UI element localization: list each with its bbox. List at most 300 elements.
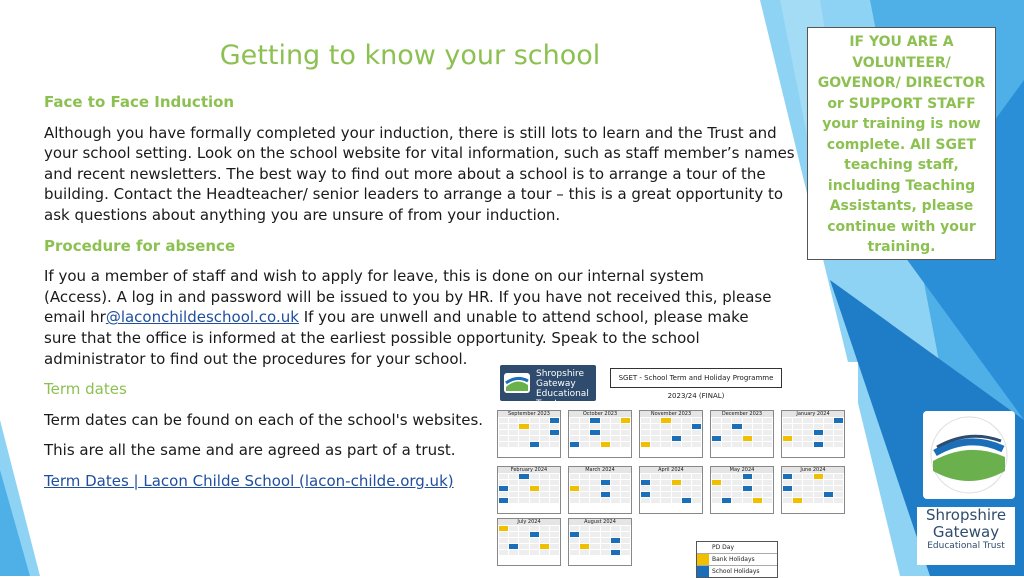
calendar-day-cell bbox=[783, 442, 792, 447]
calendar-day-cell bbox=[641, 480, 650, 485]
calendar-day-cell bbox=[590, 486, 599, 491]
calendar-day-cell bbox=[601, 486, 610, 491]
calendar-day-cell bbox=[783, 480, 792, 485]
calendar-day-cell bbox=[590, 538, 599, 543]
calendar-day-cell bbox=[722, 430, 731, 435]
calendar-day-cell bbox=[530, 418, 539, 423]
calendar-day-cell bbox=[570, 532, 579, 537]
calendar-day-cell bbox=[509, 418, 518, 423]
calendar-day-cell bbox=[590, 532, 599, 537]
calendar-days-grid bbox=[782, 473, 844, 504]
calendar-day-cell bbox=[611, 532, 620, 537]
calendar-day-cell bbox=[519, 544, 528, 549]
calendar-day-cell bbox=[834, 480, 843, 485]
calendar-day-cell bbox=[763, 436, 772, 441]
calendar-month bbox=[568, 518, 632, 566]
calendar-day-cell bbox=[722, 436, 731, 441]
calendar-day-cell bbox=[783, 492, 792, 497]
calendar-day-cell bbox=[519, 418, 528, 423]
calendar-day-cell bbox=[611, 498, 620, 503]
calendar-day-cell bbox=[540, 480, 549, 485]
calendar-days-grid bbox=[782, 417, 844, 448]
calendar-day-cell bbox=[651, 492, 660, 497]
calendar-month-name: June 2024 bbox=[782, 467, 844, 473]
calendar-day-cell bbox=[692, 442, 701, 447]
calendar-day-cell bbox=[793, 492, 802, 497]
calendar-day-cell bbox=[621, 442, 630, 447]
calendar-day-cell bbox=[682, 498, 691, 503]
calendar-day-cell bbox=[834, 492, 843, 497]
calendar-day-cell bbox=[590, 544, 599, 549]
calendar-day-cell bbox=[499, 544, 508, 549]
calendar-day-cell bbox=[540, 492, 549, 497]
calendar-day-cell bbox=[732, 498, 741, 503]
calendar-day-cell bbox=[550, 538, 559, 543]
calendar-day-cell bbox=[722, 442, 731, 447]
calendar-day-cell bbox=[509, 436, 518, 441]
calendar-day-cell bbox=[661, 486, 670, 491]
term-dates-text: Term dates can be found on each of the school's websites. bbox=[44, 410, 484, 429]
calendar-day-cell bbox=[519, 424, 528, 429]
calendar-day-cell bbox=[743, 418, 752, 423]
calendar-day-cell bbox=[509, 498, 518, 503]
calendar-day-cell bbox=[540, 442, 549, 447]
calendar-month bbox=[781, 466, 845, 514]
calendar-day-cell bbox=[590, 474, 599, 479]
calendar-day-cell bbox=[803, 436, 812, 441]
calendar-day-cell bbox=[621, 424, 630, 429]
calendar-day-cell bbox=[540, 424, 549, 429]
calendar-day-cell bbox=[732, 424, 741, 429]
calendar-day-cell bbox=[763, 486, 772, 491]
calendar-day-cell bbox=[672, 430, 681, 435]
calendar-day-cell bbox=[763, 492, 772, 497]
calendar-month bbox=[710, 410, 774, 458]
calendar-day-cell bbox=[743, 442, 752, 447]
calendar-day-cell bbox=[834, 418, 843, 423]
calendar-day-cell bbox=[580, 486, 589, 491]
calendar-day-cell bbox=[601, 550, 610, 555]
calendar-day-cell bbox=[672, 442, 681, 447]
calendar-days-grid bbox=[711, 473, 773, 504]
calendar-days-grid bbox=[711, 417, 773, 448]
calendar-day-cell bbox=[712, 424, 721, 429]
calendar-day-cell bbox=[519, 442, 528, 447]
calendar-day-cell bbox=[601, 526, 610, 531]
calendar-day-cell bbox=[682, 492, 691, 497]
calendar-day-cell bbox=[601, 442, 610, 447]
calendar-day-cell bbox=[519, 538, 528, 543]
staff-notice-box: IF YOU ARE A VOLUNTEER/ GOVENOR/ DIRECTOR or SUPPORT STAFF your training is now complete. All SGET teaching staff, including Teaching Assistants, please continue with your training. bbox=[807, 27, 996, 260]
calendar-month-name: May 2024 bbox=[711, 467, 773, 473]
term-trust-text: This are all the same and are agreed as part of a trust. bbox=[44, 441, 456, 460]
calendar-day-cell bbox=[793, 430, 802, 435]
legend-bank-holidays-label: Bank Holidays bbox=[712, 556, 755, 563]
calendar-day-cell bbox=[530, 480, 539, 485]
page-title: Getting to know your school bbox=[219, 40, 601, 71]
calendar-day-cell bbox=[651, 436, 660, 441]
calendar-day-cell bbox=[601, 436, 610, 441]
calendar-day-cell bbox=[753, 474, 762, 479]
calendar-day-cell bbox=[712, 442, 721, 447]
calendar-day-cell bbox=[499, 442, 508, 447]
calendar-day-cell bbox=[682, 436, 691, 441]
calendar-day-cell bbox=[743, 498, 752, 503]
calendar-day-cell bbox=[803, 486, 812, 491]
calendar-day-cell bbox=[499, 418, 508, 423]
calendar-day-cell bbox=[682, 424, 691, 429]
calendar-day-cell bbox=[550, 492, 559, 497]
calendar-day-cell bbox=[550, 550, 559, 555]
calendar-day-cell bbox=[530, 544, 539, 549]
calendar-day-cell bbox=[550, 442, 559, 447]
calendar-day-cell bbox=[519, 498, 528, 503]
calendar-day-cell bbox=[722, 474, 731, 479]
calendar-day-cell bbox=[803, 424, 812, 429]
calendar-day-cell bbox=[722, 492, 731, 497]
calendar-month-name: April 2024 bbox=[640, 467, 702, 473]
calendar-day-cell bbox=[570, 442, 579, 447]
calendar-day-cell bbox=[601, 544, 610, 549]
calendar-day-cell bbox=[530, 436, 539, 441]
calendar-day-cell bbox=[783, 436, 792, 441]
calendar-day-cell bbox=[519, 526, 528, 531]
calendar-month bbox=[639, 466, 703, 514]
calendar-day-cell bbox=[530, 424, 539, 429]
calendar-month bbox=[497, 518, 561, 566]
calendar-day-cell bbox=[570, 498, 579, 503]
calendar-day-cell bbox=[590, 526, 599, 531]
calendar-day-cell bbox=[601, 424, 610, 429]
calendar-day-cell bbox=[641, 498, 650, 503]
calendar-day-cell bbox=[570, 418, 579, 423]
calendar-day-cell bbox=[824, 418, 833, 423]
calendar-title: SGET - School Term and Holiday Programme 2023/24 (FINAL) bbox=[610, 368, 782, 388]
calendar-day-cell bbox=[621, 550, 630, 555]
calendar-day-cell bbox=[540, 544, 549, 549]
calendar-day-cell bbox=[601, 498, 610, 503]
calendar-month bbox=[497, 466, 561, 514]
calendar-day-cell bbox=[601, 492, 610, 497]
calendar-day-cell bbox=[753, 498, 762, 503]
calendar-day-cell bbox=[824, 474, 833, 479]
legend-pd-day bbox=[697, 542, 777, 554]
term-dates-link[interactable]: Term Dates | Lacon Childe School (lacon-childe.org.uk) bbox=[44, 471, 454, 490]
calendar-day-cell bbox=[672, 498, 681, 503]
calendar-day-cell bbox=[682, 418, 691, 423]
calendar-day-cell bbox=[722, 418, 731, 423]
calendar-day-cell bbox=[570, 480, 579, 485]
calendar-day-cell bbox=[530, 486, 539, 491]
calendar-day-cell bbox=[540, 526, 549, 531]
calendar-day-cell bbox=[783, 486, 792, 491]
calendar-day-cell bbox=[550, 498, 559, 503]
calendar-day-cell bbox=[682, 480, 691, 485]
calendar-day-cell bbox=[641, 418, 650, 423]
calendar-day-cell bbox=[570, 486, 579, 491]
calendar-day-cell bbox=[570, 550, 579, 555]
calendar-day-cell bbox=[651, 474, 660, 479]
calendar-days-grid bbox=[498, 525, 560, 556]
calendar-day-cell bbox=[834, 424, 843, 429]
legend-pd-day-label: PD Day bbox=[712, 544, 734, 551]
calendar-day-cell bbox=[580, 492, 589, 497]
calendar-month-name: August 2024 bbox=[569, 519, 631, 525]
calendar-day-cell bbox=[651, 498, 660, 503]
calendar-day-cell bbox=[661, 442, 670, 447]
calendar-day-cell bbox=[661, 474, 670, 479]
calendar-day-cell bbox=[824, 498, 833, 503]
calendar-day-cell bbox=[672, 418, 681, 423]
calendar-day-cell bbox=[682, 474, 691, 479]
calendar-day-cell bbox=[590, 436, 599, 441]
calendar-day-cell bbox=[793, 486, 802, 491]
calendar-day-cell bbox=[763, 498, 772, 503]
calendar-day-cell bbox=[793, 436, 802, 441]
calendar-day-cell bbox=[814, 442, 823, 447]
calendar-month bbox=[568, 410, 632, 458]
calendar-day-cell bbox=[530, 492, 539, 497]
calendar-day-cell bbox=[621, 418, 630, 423]
calendar-day-cell bbox=[651, 418, 660, 423]
calendar-day-cell bbox=[540, 418, 549, 423]
calendar-day-cell bbox=[793, 418, 802, 423]
calendar-day-cell bbox=[712, 474, 721, 479]
calendar-day-cell bbox=[499, 498, 508, 503]
calendar-day-cell bbox=[601, 474, 610, 479]
calendar-day-cell bbox=[712, 436, 721, 441]
calendar-day-cell bbox=[783, 430, 792, 435]
calendar-day-cell bbox=[601, 430, 610, 435]
calendar-day-cell bbox=[692, 436, 701, 441]
calendar-day-cell bbox=[530, 442, 539, 447]
calendar-day-cell bbox=[803, 492, 812, 497]
calendar-day-cell bbox=[621, 474, 630, 479]
calendar-day-cell bbox=[834, 430, 843, 435]
calendar-day-cell bbox=[692, 480, 701, 485]
calendar-day-cell bbox=[590, 498, 599, 503]
calendar-day-cell bbox=[509, 538, 518, 543]
calendar-day-cell bbox=[732, 486, 741, 491]
calendar-day-cell bbox=[550, 474, 559, 479]
calendar-day-cell bbox=[803, 418, 812, 423]
calendar-day-cell bbox=[509, 480, 518, 485]
calendar-day-cell bbox=[621, 492, 630, 497]
calendar-day-cell bbox=[590, 442, 599, 447]
trust-logo-line1: Shropshire bbox=[925, 506, 1007, 524]
calendar-day-cell bbox=[641, 442, 650, 447]
calendar-day-cell bbox=[753, 480, 762, 485]
trust-logo-line3: Educational Trust bbox=[927, 541, 1005, 551]
calendar-day-cell bbox=[692, 430, 701, 435]
calendar-day-cell bbox=[793, 474, 802, 479]
calendar-day-cell bbox=[672, 492, 681, 497]
calendar-day-cell bbox=[692, 474, 701, 479]
calendar-day-cell bbox=[611, 442, 620, 447]
calendar-day-cell bbox=[732, 418, 741, 423]
calendar-day-cell bbox=[763, 442, 772, 447]
calendar-day-cell bbox=[753, 418, 762, 423]
calendar-day-cell bbox=[590, 480, 599, 485]
calendar-legend bbox=[696, 541, 778, 578]
absence-text bbox=[44, 266, 774, 369]
calendar-month bbox=[497, 410, 561, 458]
calendar-day-cell bbox=[550, 430, 559, 435]
calendar-day-cell bbox=[570, 526, 579, 531]
calendar-day-cell bbox=[743, 480, 752, 485]
calendar-day-cell bbox=[570, 424, 579, 429]
calendar-day-cell bbox=[621, 498, 630, 503]
calendar-day-cell bbox=[509, 442, 518, 447]
calendar-day-cell bbox=[580, 436, 589, 441]
calendar-day-cell bbox=[580, 442, 589, 447]
calendar-day-cell bbox=[712, 480, 721, 485]
calendar-day-cell bbox=[611, 486, 620, 491]
calendar-day-cell bbox=[580, 498, 589, 503]
calendar-day-cell bbox=[783, 498, 792, 503]
calendar-day-cell bbox=[824, 442, 833, 447]
calendar-day-cell bbox=[641, 424, 650, 429]
calendar-day-cell bbox=[803, 442, 812, 447]
calendar-day-cell bbox=[712, 430, 721, 435]
calendar-day-cell bbox=[621, 532, 630, 537]
calendar-day-cell bbox=[530, 550, 539, 555]
calendar-day-cell bbox=[661, 436, 670, 441]
calendar-day-cell bbox=[530, 474, 539, 479]
calendar-day-cell bbox=[753, 442, 762, 447]
calendar-day-cell bbox=[753, 430, 762, 435]
calendar-day-cell bbox=[611, 418, 620, 423]
calendar-day-cell bbox=[814, 436, 823, 441]
calendar-day-cell bbox=[540, 550, 549, 555]
calendar-month bbox=[639, 410, 703, 458]
calendar-day-cell bbox=[611, 480, 620, 485]
calendar-day-cell bbox=[722, 424, 731, 429]
calendar-day-cell bbox=[753, 486, 762, 491]
calendar-day-cell bbox=[793, 480, 802, 485]
calendar-day-cell bbox=[540, 498, 549, 503]
calendar-day-cell bbox=[692, 492, 701, 497]
email-link[interactable]: @laconchildeschool.co.uk bbox=[105, 308, 299, 327]
calendar-day-cell bbox=[611, 424, 620, 429]
calendar-day-cell bbox=[722, 480, 731, 485]
trust-logo-line2: Gateway bbox=[932, 523, 1000, 541]
absence-heading: Procedure for absence bbox=[44, 236, 236, 255]
calendar-day-cell bbox=[712, 492, 721, 497]
calendar-day-cell bbox=[661, 480, 670, 485]
calendar-day-cell bbox=[641, 436, 650, 441]
calendar-day-cell bbox=[509, 544, 518, 549]
calendar-days-grid bbox=[640, 417, 702, 448]
calendar-day-cell bbox=[509, 492, 518, 497]
calendar-day-cell bbox=[621, 480, 630, 485]
calendar-day-cell bbox=[621, 486, 630, 491]
calendar-day-cell bbox=[621, 430, 630, 435]
calendar-day-cell bbox=[803, 430, 812, 435]
calendar-day-cell bbox=[590, 424, 599, 429]
legend-school-holidays-label: School Holidays bbox=[712, 568, 760, 575]
calendar-day-cell bbox=[763, 480, 772, 485]
calendar-day-cell bbox=[793, 424, 802, 429]
calendar-day-cell bbox=[519, 486, 528, 491]
absence-text-part2: If you are unwell and unable to attend school, please make sure that the office is informed at the earliest possible opportunity. Speak to the school administrator to find out the procedures for your school. bbox=[44, 308, 749, 368]
calendar-month bbox=[710, 466, 774, 514]
calendar-month-name: November 2023 bbox=[640, 411, 702, 417]
calendar-day-cell bbox=[661, 418, 670, 423]
calendar-day-cell bbox=[712, 486, 721, 491]
calendar-day-cell bbox=[732, 474, 741, 479]
calendar-day-cell bbox=[783, 424, 792, 429]
calendar-day-cell bbox=[621, 526, 630, 531]
calendar-day-cell bbox=[580, 526, 589, 531]
calendar-day-cell bbox=[580, 418, 589, 423]
calendar-day-cell bbox=[672, 480, 681, 485]
trust-logo bbox=[917, 507, 1015, 565]
calendar-day-cell bbox=[661, 492, 670, 497]
calendar-day-cell bbox=[783, 418, 792, 423]
calendar-day-cell bbox=[601, 532, 610, 537]
calendar-day-cell bbox=[692, 424, 701, 429]
calendar-day-cell bbox=[783, 474, 792, 479]
calendar-day-cell bbox=[499, 550, 508, 555]
gateway-hills-icon bbox=[923, 411, 1015, 499]
calendar-day-cell bbox=[682, 442, 691, 447]
calendar-day-cell bbox=[743, 436, 752, 441]
calendar-day-cell bbox=[611, 550, 620, 555]
term-dates-heading: Term dates bbox=[44, 380, 127, 399]
calendar-day-cell bbox=[499, 492, 508, 497]
calendar-day-cell bbox=[580, 544, 589, 549]
calendar-day-cell bbox=[519, 550, 528, 555]
calendar-day-cell bbox=[712, 418, 721, 423]
calendar-day-cell bbox=[540, 474, 549, 479]
calendar-day-cell bbox=[499, 486, 508, 491]
calendar-day-cell bbox=[611, 526, 620, 531]
calendar-day-cell bbox=[570, 436, 579, 441]
calendar-day-cell bbox=[611, 430, 620, 435]
calendar-month-name: September 2023 bbox=[498, 411, 560, 417]
calendar-day-cell bbox=[661, 430, 670, 435]
calendar-day-cell bbox=[763, 430, 772, 435]
calendar-day-cell bbox=[580, 550, 589, 555]
calendar-day-cell bbox=[611, 436, 620, 441]
calendar-day-cell bbox=[651, 442, 660, 447]
calendar-day-cell bbox=[590, 418, 599, 423]
calendar-day-cell bbox=[732, 436, 741, 441]
calendar-day-cell bbox=[550, 486, 559, 491]
calendar-month-name: October 2023 bbox=[569, 411, 631, 417]
calendar-day-cell bbox=[672, 486, 681, 491]
calendar-day-cell bbox=[692, 418, 701, 423]
calendar-day-cell bbox=[814, 424, 823, 429]
calendar-day-cell bbox=[722, 498, 731, 503]
calendar-day-cell bbox=[661, 498, 670, 503]
calendar-days-grid bbox=[498, 473, 560, 504]
calendar-days-grid bbox=[498, 417, 560, 448]
calendar-day-cell bbox=[509, 526, 518, 531]
calendar-day-cell bbox=[834, 486, 843, 491]
calendar-day-cell bbox=[732, 430, 741, 435]
calendar-day-cell bbox=[570, 538, 579, 543]
calendar-day-cell bbox=[834, 436, 843, 441]
calendar-day-cell bbox=[814, 492, 823, 497]
calendar-day-cell bbox=[743, 486, 752, 491]
calendar-day-cell bbox=[722, 486, 731, 491]
calendar-day-cell bbox=[530, 526, 539, 531]
calendar-day-cell bbox=[570, 430, 579, 435]
calendar-month bbox=[781, 410, 845, 458]
calendar-day-cell bbox=[601, 480, 610, 485]
